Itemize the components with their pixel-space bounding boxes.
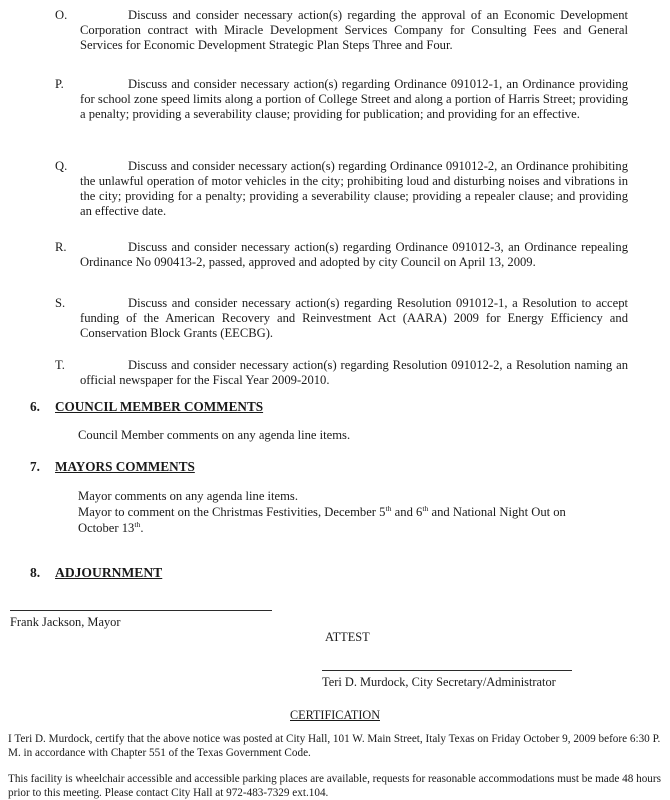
agenda-item-o-marker: O. xyxy=(55,8,68,22)
section-8-number: 8. xyxy=(30,565,41,580)
agenda-item-o xyxy=(55,8,628,53)
mayors-comments-l2-part2: and 6 xyxy=(391,505,423,519)
section-6-number: 6. xyxy=(30,399,40,414)
certification-paragraph-1: I Teri D. Murdock, certify that the above notice was posted at City Hall, 101 W. Main Street, Italy Texas on Friday October 9, 2009 before 6:30 P. M. in accordance with Chapter 551 of the Texas Government Code. xyxy=(8,733,661,760)
agenda-item-s-marker: S. xyxy=(55,296,66,310)
section-8-title: ADJOURNMENT xyxy=(55,565,163,580)
section-heading-council-member-comments xyxy=(30,399,263,415)
mayors-comments-body-line-2 xyxy=(78,505,630,520)
agenda-item-q-text: Discuss and consider necessary action(s) regarding Ordinance 091012-2, an Ordinance prohibiting the unlawful operation of motor vehicles in the city; prohibiting loud and disturbing noises and vibrations in the city; providing for a penalty; providing a severability clause; providing a repealer clause; and providing an effective date. xyxy=(80,159,628,219)
mayor-signature-line xyxy=(10,610,272,611)
mayors-comments-l2-sup2: th xyxy=(422,503,429,513)
mayors-comments-l3-sup3: th xyxy=(134,519,141,529)
council-member-comments-body: Council Member comments on any agenda line items. xyxy=(78,428,351,442)
section-7-title: MAYORS COMMENTS xyxy=(55,459,195,474)
agenda-item-t-text: Discuss and consider necessary action(s) regarding Resolution 091012-2, a Resolution naming an official newspaper for the Fiscal Year 2009-2010. xyxy=(80,358,628,388)
mayors-comments-l2-part3: and National Night Out on xyxy=(428,505,566,519)
mayors-comments-l2-sup1: th xyxy=(385,503,392,513)
section-6-title: COUNCIL MEMBER COMMENTS xyxy=(55,399,264,414)
secretary-signature-label: Teri D. Murdock, City Secretary/Administrator xyxy=(322,675,556,689)
agenda-item-t xyxy=(55,358,628,388)
agenda-item-p-marker: P. xyxy=(55,77,64,91)
mayors-comments-body-line-3 xyxy=(78,521,630,536)
agenda-item-p xyxy=(55,77,628,122)
mayors-comments-body-line-1: Mayor comments on any agenda line items. xyxy=(78,489,298,503)
secretary-signature-line xyxy=(322,670,572,671)
mayors-comments-l3-part1: October 13 xyxy=(78,521,135,535)
section-heading-mayors-comments xyxy=(30,459,195,475)
agenda-item-r-marker: R. xyxy=(55,240,67,254)
agenda-item-q xyxy=(55,159,628,219)
agenda-item-q-marker: Q. xyxy=(55,159,68,173)
certification-paragraph-2: This facility is wheelchair accessible and accessible parking places are available, requests for reasonable accommodations must be made 48 hours prior to this meeting. Please contact City Hall at 972-483-7329 ext.104. xyxy=(8,773,661,800)
agenda-item-t-marker: T. xyxy=(55,358,65,372)
mayor-signature-label: Frank Jackson, Mayor xyxy=(10,615,121,629)
section-heading-adjournment xyxy=(30,565,162,581)
section-7-number: 7. xyxy=(30,459,40,474)
attest-label: ATTEST xyxy=(325,630,370,644)
agenda-item-s xyxy=(55,296,628,341)
certification-heading-text: CERTIFICATION xyxy=(290,708,380,722)
agenda-item-o-text: Discuss and consider necessary action(s) regarding the approval of an Economic Development Corporation contract with Miracle Development Services Company for Consulting Fees and General Services for Economic Development Strategic Plan Steps Three and Four. xyxy=(80,8,628,53)
agenda-item-r xyxy=(55,240,628,270)
agenda-item-r-text: Discuss and consider necessary action(s) regarding Ordinance 091012-3, an Ordinance repealing Ordinance No 090413-2, passed, approved and adopted by city Council on April 13, 2009. xyxy=(80,240,628,270)
mayors-comments-l2-part1: Mayor to comment on the Christmas Festivities, December 5 xyxy=(78,505,386,519)
certification-heading xyxy=(0,708,670,723)
agenda-item-s-text: Discuss and consider necessary action(s) regarding Resolution 091012-1, a Resolution to accept funding of the American Recovery and Reinvestment Act (AARA) 2009 for Energy Efficiency and Conservation Block Grants (EECBG). xyxy=(80,296,628,341)
agenda-item-p-text: Discuss and consider necessary action(s) regarding Ordinance 091012-1, an Ordinance providing for school zone speed limits along a portion of College Street and along a portion of Harris Street; providing a penalty; providing a severability clause; providing for publication; and providing for an effective. xyxy=(80,77,628,122)
mayors-comments-l3-part2: . xyxy=(140,521,144,535)
